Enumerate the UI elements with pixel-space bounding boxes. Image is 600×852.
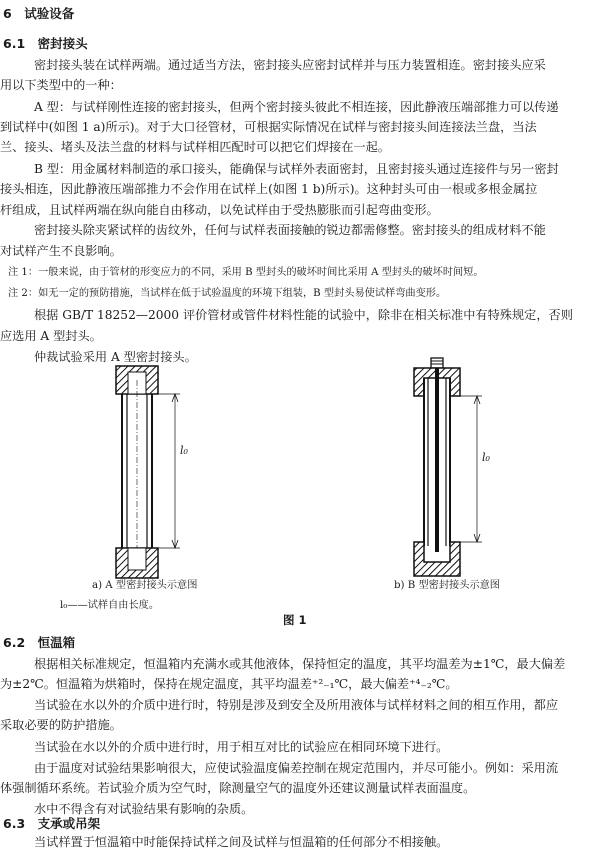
paragraph-line: 当试验在水以外的介质中进行时，特别是涉及到安全及所用液体与试样材料之间的相互作用，都应 [34, 698, 559, 712]
section-heading-6-1: 6.1 密封接头 [3, 36, 88, 51]
note-1: 注 1：一般来说，由于管材的形变应力的不同，采用 B 型封头的破坏时间比采用 A 型封头的破坏时间短。 [8, 267, 484, 278]
paragraph-line: 水中不得含有对试验结果有影响的杂质。 [34, 802, 254, 816]
figure-type-b-diagram [400, 356, 510, 582]
paragraph-line: 密封接头除夹紧试样的齿纹外，任何与试样表面接触的锐边都需修整。密封接头的组成材料不能 [34, 223, 546, 237]
figure-title: 图 1 [283, 613, 307, 627]
section-heading-6-2: 6.2 恒温箱 [3, 635, 76, 650]
note-2: 注 2：如无一定的预防措施，当试样在低于试验温度的环境下组装，B 型封头易使试样弯曲变形。 [8, 288, 447, 299]
paragraph-line: 为±2℃。恒温箱为烘箱时，保持在规定温度，其平均温差⁺²₋₁℃，最大偏差⁺⁴₋₂℃。 [0, 677, 458, 691]
paragraph-line: A 型：与试样刚性连接的密封接头，但两个密封接头彼此不相连接，因此静液压端部推力可以传递 [34, 100, 559, 114]
paragraph-line: 当试样置于恒温箱中时能保持试样之间及试样与恒温箱的任何部分不相接触。 [34, 835, 449, 849]
dimension-label-b: l₀ [482, 451, 490, 464]
paragraph-line: 到试样中(如图 1 a)所示)。对于大口径管材，可根据实际情况在试样与密封接头间连接法兰盘，当法 [0, 120, 537, 134]
figure-legend: l₀——试样自由长度。 [60, 600, 160, 611]
paragraph-line: 接头相连，因此静液压端部推力不会作用在试样上(如图 1 b)所示)。这种封头可由一根或多根金属拉 [0, 182, 538, 196]
paragraph-line: 密封接头装在试样两端。通过适当方法，密封接头应密封试样并与压力装置相连。密封接头应采 [34, 58, 546, 72]
section-heading-6: 6 试验设备 [3, 6, 75, 21]
paragraph-line: 体强制循环系统。若试验介质为空气时，除测量空气的温度外还建议测量试样表面温度。 [0, 781, 476, 795]
paragraph-line: 兰、接头、堵头及法兰盘的材料与试样相匹配时可以把它们焊接在一起。 [0, 140, 390, 154]
paragraph-line: 应选用 A 型封头。 [0, 329, 102, 343]
paragraph-line: 采取必要的防护措施。 [0, 718, 122, 732]
dimension-label-a: l₀ [180, 444, 188, 457]
paragraph-line: 根据 GB/T 18252—2000 评价管材或管件材料性能的试验中，除非在相关标准中有特殊规定，否则 [34, 308, 573, 322]
section-heading-6-3: 6.3 支承或吊架 [3, 816, 101, 831]
figure-caption-a: a) A 型密封接头示意图 [92, 580, 198, 591]
paragraph-line: 仲裁试验采用 A 型密封接头。 [34, 350, 197, 364]
paragraph-line: 用以下类型中的一种： [0, 78, 122, 92]
figure-type-a-diagram [100, 358, 210, 584]
paragraph-line: 对试样产生不良影响。 [0, 244, 122, 258]
paragraph-line: 由于温度对试验结果影响很大，应使试验温度偏差控制在规定范围内，并尽可能小。例如：采用流 [34, 761, 559, 775]
paragraph-line: 杆组成，且试样两端在纵向能自由移动，以免试样由于受热膨胀而引起弯曲变形。 [0, 203, 439, 217]
paragraph-line: 根据相关标准规定，恒温箱内充满水或其他液体，保持恒定的温度，其平均温差为±1℃，最大偏差 [34, 657, 566, 671]
figure-caption-b: b) B 型密封接头示意图 [394, 580, 500, 591]
paragraph-line: 当试验在水以外的介质中进行时，用于相互对比的试验应在相同环境下进行。 [34, 740, 449, 754]
paragraph-line: B 型：用金属材料制造的承口接头，能确保与试样外表面密封，且密封接头通过连接件与另一密封 [34, 162, 559, 176]
